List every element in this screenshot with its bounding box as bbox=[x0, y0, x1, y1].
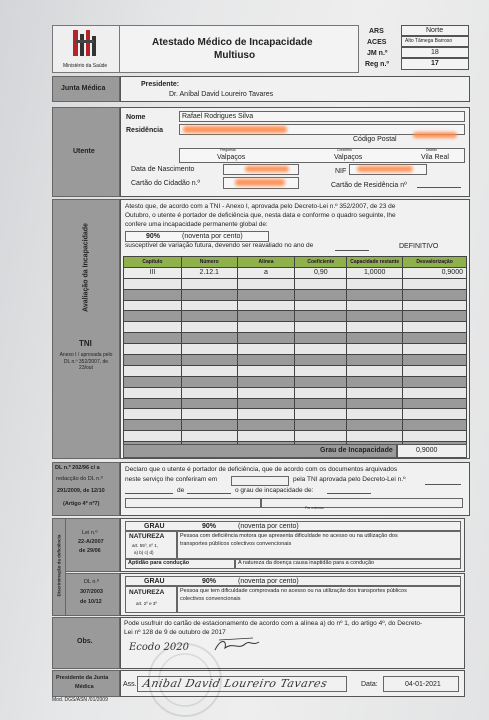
grau2-field bbox=[125, 576, 461, 586]
utente-label-box bbox=[52, 107, 120, 197]
lei-22a-label-box bbox=[65, 518, 120, 572]
presidente-label: Presidente: bbox=[141, 81, 180, 88]
dl202-text-line1: Declaro que o utente é portador de deficiência, que de acordo com os documentos arquivados bbox=[125, 466, 398, 473]
redacted-address bbox=[183, 126, 287, 133]
nascimento-label: Data de Nascimento bbox=[131, 166, 195, 173]
definitivo-value: DEFINITIVO bbox=[399, 243, 439, 250]
title-line1: Atestado Médico de Incapacidade bbox=[152, 37, 313, 48]
codigo-postal-label: Código Postal bbox=[353, 136, 397, 143]
table-row-empty bbox=[124, 376, 467, 387]
avaliacao-box bbox=[120, 199, 470, 459]
concelho-value: Valpaços bbox=[334, 154, 363, 161]
variacao-text: susceptível de variação futura, devendo ser reavaliado no ano de bbox=[125, 242, 314, 249]
grau-incapacidade-bar bbox=[123, 444, 397, 458]
model-code: Mod. DGS/ASN /01/2009 bbox=[52, 697, 108, 703]
registry-info bbox=[357, 25, 470, 71]
dl202-extenso-field2 bbox=[261, 498, 463, 508]
presidente-box bbox=[120, 76, 470, 102]
aptidao-text-box bbox=[235, 559, 461, 569]
table-header-row bbox=[124, 257, 467, 268]
avaliacao-text-line3: confere uma incapacidade permanente global de: bbox=[125, 221, 268, 228]
col-alinea: Alínea bbox=[237, 257, 295, 268]
distrito-value: Vila Real bbox=[421, 154, 449, 161]
por-extenso-label: Por extenso bbox=[305, 506, 324, 510]
table-row-empty bbox=[124, 322, 467, 333]
dl202-line-b bbox=[187, 493, 231, 494]
aces-label: ACES bbox=[367, 39, 387, 46]
ministry-name: Ministério da Saúde bbox=[63, 63, 108, 69]
natureza-label-box bbox=[125, 531, 177, 559]
dl202-label1: DL n.º 202/96 c/ a bbox=[55, 465, 100, 471]
grau-field bbox=[125, 521, 461, 531]
col-desvalorizacao: Desvalorização bbox=[403, 257, 467, 268]
deficiencia-side-box bbox=[52, 518, 66, 616]
utente-box bbox=[120, 107, 470, 197]
table-row-empty bbox=[124, 311, 467, 322]
distrito-label: Distrito bbox=[426, 148, 437, 152]
natureza2-sub: art. 2º e 3º bbox=[136, 601, 158, 606]
reg-label: Reg n.º bbox=[365, 61, 389, 68]
incapacity-table bbox=[123, 256, 467, 453]
data-label: Data: bbox=[361, 681, 378, 688]
ars-value: Norte bbox=[426, 27, 444, 34]
table-row-empty bbox=[124, 355, 467, 366]
dl202-label2: redacção do DL n.º bbox=[56, 476, 103, 482]
redacted-nif bbox=[357, 166, 413, 172]
dl202-decree-line bbox=[425, 484, 461, 485]
nome-label: Nome bbox=[126, 114, 146, 121]
grau-words: (noventa por cento) bbox=[238, 523, 299, 530]
natureza-text-box bbox=[177, 531, 461, 559]
table-row-empty bbox=[124, 409, 467, 420]
dl307-box bbox=[120, 573, 465, 616]
cartao-label: Cartão do Cidadão n.º bbox=[131, 180, 201, 187]
freguesia-label: Freguesia bbox=[220, 148, 236, 152]
natureza-sub2: a) b) c) d) bbox=[134, 550, 154, 555]
natureza2-label-box bbox=[125, 586, 177, 613]
col-capitulo: Capítulo bbox=[124, 257, 182, 268]
dl202-date-field bbox=[231, 476, 289, 486]
nif-label: NIF bbox=[335, 168, 347, 175]
natureza-sub1: art. 55º, nº 1, bbox=[132, 543, 159, 548]
grau-label: GRAU bbox=[144, 523, 165, 530]
nome-field bbox=[179, 111, 465, 122]
cell-desvalorizacao: 0,9000 bbox=[403, 267, 467, 278]
lei-22a-box bbox=[120, 518, 465, 572]
presidente-name: Dr. Aníbal David Loureiro Tavares bbox=[169, 91, 274, 98]
avaliacao-side-label: Avaliação da Incapacidade bbox=[82, 223, 90, 312]
dl307-label3: de 10/12 bbox=[80, 599, 102, 605]
dl202-text-line3b: o grau de incapacidade de: bbox=[235, 487, 314, 494]
dl202-de-label: de bbox=[177, 487, 185, 494]
utente-label: Utente bbox=[73, 148, 95, 155]
junta-medica-label: Junta Médica bbox=[61, 85, 106, 92]
natureza-label: NATUREZA bbox=[129, 533, 165, 540]
grau-incapacidade-label: Grau de Incapacidade bbox=[320, 447, 393, 454]
nome-value: Rafael Rodrigues Silva bbox=[182, 113, 254, 120]
table-row-empty bbox=[124, 398, 467, 409]
junta-medica-label-box bbox=[52, 76, 120, 102]
dl202-label3: 291/2009, de 12/10 bbox=[57, 488, 105, 494]
obs-handwriting: Ecodo 2020 bbox=[129, 642, 189, 653]
ministry-logo-box bbox=[52, 25, 120, 73]
grau2-words: (noventa por cento) bbox=[238, 578, 299, 585]
table-row-empty bbox=[124, 365, 467, 376]
concelho-label: Concelho bbox=[337, 148, 352, 152]
dl202-extenso-field bbox=[125, 498, 261, 508]
lei-label3: de 29/06 bbox=[79, 548, 101, 554]
deficiencia-side-label: Discriminação da deficiência bbox=[56, 534, 62, 597]
natureza2-text1: Pessoa que tem dificuldade comprovada no acesso ou na utilização dos transportes públicos bbox=[180, 588, 407, 594]
title-line2: Multiuso bbox=[214, 50, 256, 61]
data-value: 04-01-2021 bbox=[405, 681, 441, 688]
dl307-label-box bbox=[65, 573, 120, 616]
table-row-empty bbox=[124, 333, 467, 344]
table-row-empty bbox=[124, 431, 467, 442]
grau2-label: GRAU bbox=[144, 578, 165, 585]
avaliacao-label-box bbox=[52, 199, 120, 459]
col-coeficiente: Coeficiente bbox=[295, 257, 347, 268]
grau-incapacidade-value: 0,9000 bbox=[416, 447, 438, 454]
table-row-empty bbox=[124, 344, 467, 355]
table-row-empty bbox=[124, 300, 467, 311]
obs-label-box bbox=[52, 617, 120, 669]
natureza2-text-box bbox=[177, 586, 461, 613]
tni-note: Anexo I / aprovada pelo DL n.º 352/2007, de 23/out bbox=[59, 352, 113, 371]
col-numero: Número bbox=[181, 257, 237, 268]
natureza2-text2: colectivos convencionais bbox=[180, 596, 241, 602]
cartao-residencia-line bbox=[417, 187, 461, 188]
avaliacao-text-line1: Atesto que, de acordo com a TNI - Anexo I, aprovada pelo Decreto-Lei n.º 352/2007, de 23 de bbox=[125, 203, 396, 210]
dl202-line-a bbox=[125, 493, 173, 494]
tni-label: TNI bbox=[79, 339, 92, 348]
jm-label: JM n.º bbox=[367, 50, 388, 57]
aptidao-label-box bbox=[125, 559, 235, 569]
ars-value-box bbox=[401, 25, 469, 36]
dl202-text-line2: neste serviço lhe conferiram em bbox=[125, 476, 218, 483]
obs-text-line1: Pode usufruir do cartão de estacionamento de acordo com a alínea a) do nº 1, do artigo 4º, do Decreto- bbox=[124, 620, 423, 627]
obs-label: Obs. bbox=[77, 638, 93, 645]
table-row-empty bbox=[124, 420, 467, 431]
avaliacao-text-line2: Outubro, o utente é portador de deficiência que, nesta data e conforme o quadro seguinte, lhe bbox=[125, 212, 396, 219]
natureza-text1: Pessoa com deficiência motora que apresenta dificuldade no acesso ou na utilização dos bbox=[180, 533, 398, 539]
dl202-label-box bbox=[52, 462, 120, 516]
cell-capitulo: III bbox=[124, 267, 182, 278]
location-field bbox=[179, 148, 465, 163]
obs-text-line2: Lei nº 128 de 9 de outubro de 2017 bbox=[124, 629, 226, 636]
percent-words: (noventa por cento) bbox=[182, 233, 243, 240]
ministry-logo-icon bbox=[71, 28, 101, 60]
dl202-text-line2b: pela TNI aprovada pelo Decreto-Lei n.º bbox=[293, 476, 406, 483]
freguesia-value: Valpaços bbox=[217, 154, 246, 161]
aces-value-box bbox=[401, 36, 469, 47]
reg-value-box bbox=[401, 58, 469, 70]
aptidao-label: Aptidão para condução bbox=[128, 560, 190, 566]
dl202-label4: (Artigo 4º nº7) bbox=[63, 501, 100, 507]
presidente-footer-label-box bbox=[52, 670, 120, 697]
redacted-id-card bbox=[235, 179, 285, 186]
reg-value: 17 bbox=[431, 60, 439, 67]
residencia-label: Residência bbox=[126, 127, 163, 134]
grau-incapacidade-value-box bbox=[397, 444, 467, 458]
col-capacidade: Capacidade restante bbox=[347, 257, 403, 268]
lei-label1: Lei n.º bbox=[82, 530, 98, 536]
title-box bbox=[119, 25, 359, 73]
dl202-box bbox=[120, 462, 470, 516]
dl307-label1: DL n.º bbox=[84, 579, 99, 585]
jm-value: 18 bbox=[431, 49, 439, 56]
cell-alinea: a bbox=[237, 267, 295, 278]
dl202-grau-line bbox=[327, 493, 371, 494]
presidente-footer-label2: Médica bbox=[75, 684, 94, 690]
stamp-seal-icon bbox=[140, 640, 230, 720]
table-row-empty bbox=[124, 387, 467, 398]
percent-value: 90% bbox=[146, 233, 161, 240]
natureza-text2: transportes públicos colectivos convencionais bbox=[180, 541, 292, 547]
ass-label: Ass. bbox=[123, 681, 137, 688]
grau2-value: 90% bbox=[202, 578, 217, 585]
grau-value: 90% bbox=[202, 523, 217, 530]
table-row bbox=[124, 267, 467, 278]
cell-coeficiente: 0,90 bbox=[295, 267, 347, 278]
cell-capacidade: 1,0000 bbox=[347, 267, 403, 278]
dl307-label2: 307/2003 bbox=[80, 589, 103, 595]
percent-field bbox=[125, 231, 269, 242]
signature-handwriting: Anibal David Loureiro Tavares bbox=[141, 677, 329, 690]
cell-numero: 2.12.1 bbox=[181, 267, 237, 278]
cartao-residencia-label: Cartão de Residência nº bbox=[331, 182, 407, 189]
redacted-birthdate bbox=[245, 166, 289, 172]
aces-value: Alto Tâmega Barroso bbox=[405, 38, 453, 44]
table-row-empty bbox=[124, 289, 467, 300]
jm-value-box bbox=[401, 47, 469, 58]
lei-label2: 22-A/2007 bbox=[78, 539, 104, 545]
reavaliacao-line bbox=[335, 250, 369, 251]
table-row-empty bbox=[124, 278, 467, 289]
natureza2-label: NATUREZA bbox=[129, 589, 165, 596]
ars-label: ARS bbox=[369, 28, 384, 35]
redacted-postal-code bbox=[413, 132, 457, 138]
presidente-footer-label1: Presidente da Junta bbox=[56, 675, 109, 681]
aptidao-text: A natureza da doença causa inaptidão para a condução bbox=[238, 560, 375, 566]
